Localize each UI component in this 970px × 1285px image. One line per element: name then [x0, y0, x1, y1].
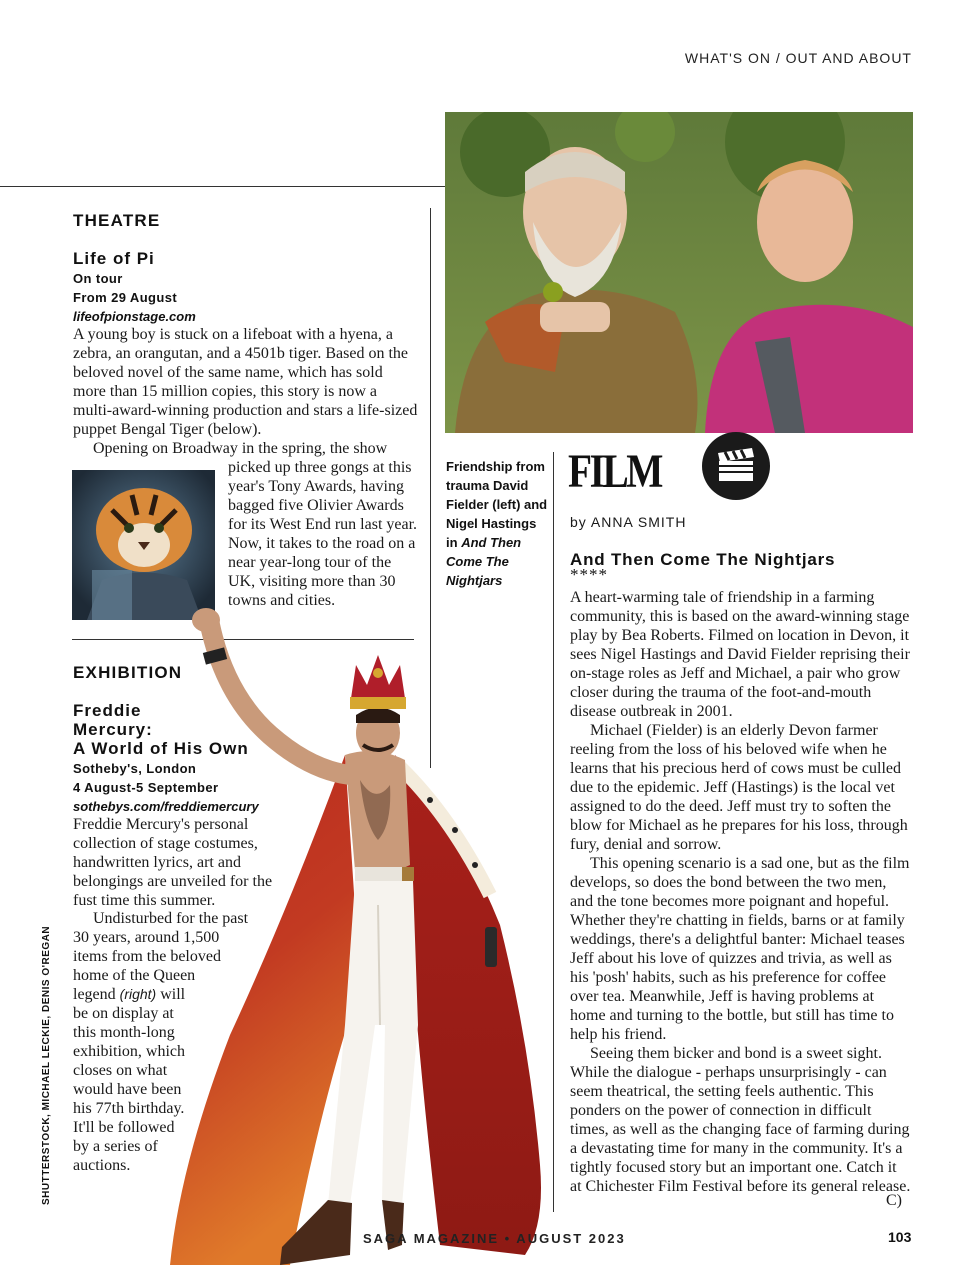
- theatre-kicker: THEATRE: [73, 211, 161, 230]
- footer-magazine: SAGA MAGAZINE • AUGUST 2023: [363, 1231, 626, 1246]
- exh-line: by a series of: [73, 1138, 158, 1155]
- exh-line: auctions.: [73, 1157, 131, 1174]
- film-para-4: Seeing them bicker and bond is a sweet sight. While the dialogue - perhaps unsurprisingly - can seem theatrical, the setting feels authentic. This ponders on the power of connection in difficult times, as well as the changing face of farming during a devastating time for many in the community. It's a tightly focused story but an important one. Catch it at Chichester Film Festival before its general release.: [570, 1045, 911, 1195]
- caption-film-title: And Then Come The Nightjars: [446, 535, 522, 588]
- exh-line: It'll be followed: [73, 1119, 175, 1136]
- film-title: And Then Come The Nightjars: [570, 550, 836, 569]
- top-divider: [0, 186, 445, 187]
- exhibition-para-1: Freddie Mercury's personal collection of stage costumes, handwritten lyrics, art and belongings are unveiled for the fust time this summer.: [73, 816, 273, 909]
- film-para-1: A heart-warming tale of friendship in a farming community, this is based on the award-winning stage play by Bea Roberts. Filmed on location in Devon, it sees Nigel Hastings and David Fielder reprising their on-stage roles as Jeff and Michael, a pair who grow closer during the trauma of the foot-and-mouth disease outbreak in 2001.: [570, 589, 910, 720]
- exhibition-dates: 4 August-5 September: [73, 780, 219, 795]
- film-photo-caption: [446, 457, 550, 590]
- theatre-venue: On tour: [73, 271, 123, 286]
- film-para-3: This opening scenario is a sad one, but as the film develops, so does the bond between the two men, and the tone becomes more poignant and hopeful. Whether they're chatting in fields, barns or at family weddings, there's a delightful banter: Michael teases Jeff about his love of quizzes and trivia, as well as his 'posh' habits, such as his preference for coffee over tea. Meanwhile, Jeff is having problems at home and turning to the bottle, but still has time to help his friend.: [570, 855, 910, 1043]
- exh-line: this month-long: [73, 1024, 175, 1041]
- exh-line: his 77th birthday.: [73, 1100, 185, 1117]
- film-still-photo: [445, 112, 913, 433]
- exhibition-venue: Sotheby's, London: [73, 761, 197, 776]
- tiger-puppet-photo: [72, 470, 215, 620]
- film-body: [570, 588, 912, 1196]
- exh-line: items from the beloved: [73, 948, 221, 965]
- theatre-para-2: Opening on Broadway in the spring, the show picked up three gongs at this year's Tony Awards, having bagged five Olivier Awards for its West End run last year. Now, it takes to the road on a near year-long tour of the UK, visiting more than 30 towns and cities.: [93, 440, 418, 609]
- exh-line: would have been: [73, 1081, 182, 1098]
- exh-line: home of the Queen: [73, 967, 196, 984]
- exh-word-legend: legend: [73, 986, 116, 1003]
- theatre-para-1: A young boy is stuck on a lifeboat with a hyena, a zebra, an orangutan, and a 4501b tiger. Based on the beloved novel of the same name, which has sold more than 15 million copies, this story is now a multi-award-winning production and stars a life-sized puppet Bengal Tiger (below).: [73, 326, 418, 438]
- clapperboard-icon: [701, 431, 771, 501]
- exh-line: Undisturbed for the past: [93, 910, 249, 927]
- film-column-divider: [553, 452, 554, 1212]
- film-rating: ****: [570, 565, 608, 584]
- film-heading: FILM: [568, 445, 661, 498]
- exhibition-kicker: EXHIBITION: [73, 663, 183, 682]
- caption-text: Friendship from trauma David Fielder (left) and Nigel Hastings in: [446, 459, 548, 550]
- theatre-title: Life of Pi: [73, 249, 155, 268]
- exhibition-title-1: Freddie: [73, 701, 142, 720]
- section-label: WHAT'S ON / OUT AND ABOUT: [684, 50, 912, 66]
- exh-line: exhibition, which: [73, 1043, 185, 1060]
- exh-line: be on display at: [73, 1005, 174, 1022]
- exh-line: closes on what: [73, 1062, 168, 1079]
- exh-word-right: (right): [119, 986, 157, 1002]
- exhibition-website[interactable]: sothebys.com/freddiemercury: [73, 799, 259, 814]
- exh-word-will: will: [160, 986, 186, 1003]
- exh-line: 30 years, around 1,500: [73, 929, 220, 946]
- film-byline: by ANNA SMITH: [570, 514, 687, 530]
- theatre-website[interactable]: lifeofpionstage.com: [73, 309, 196, 324]
- freddie-mercury-photo: [170, 605, 550, 1280]
- film-para-2: Michael (Fielder) is an elderly Devon farmer reeling from the loss of his beloved wife when he learns that his precious herd of cows must be culled due to the epidemic. Jeff (Hastings) is the local vet assigned to do the deed. Jeff must try to soften the blow for Michael as he prepares for his loss, through fury, denial and sorrow.: [570, 722, 908, 853]
- theatre-dates: From 29 August: [73, 290, 178, 305]
- exhibition-title-2: Mercury:: [73, 720, 153, 739]
- exhibition-title-3: A World of His Own: [73, 739, 249, 758]
- film-end-mark: C): [886, 1192, 902, 1209]
- page-number: 103: [888, 1229, 912, 1245]
- photo-credit: SHUTTERSTOCK, MICHAEL LECKIE, DENIS O'REGAN: [41, 925, 52, 1205]
